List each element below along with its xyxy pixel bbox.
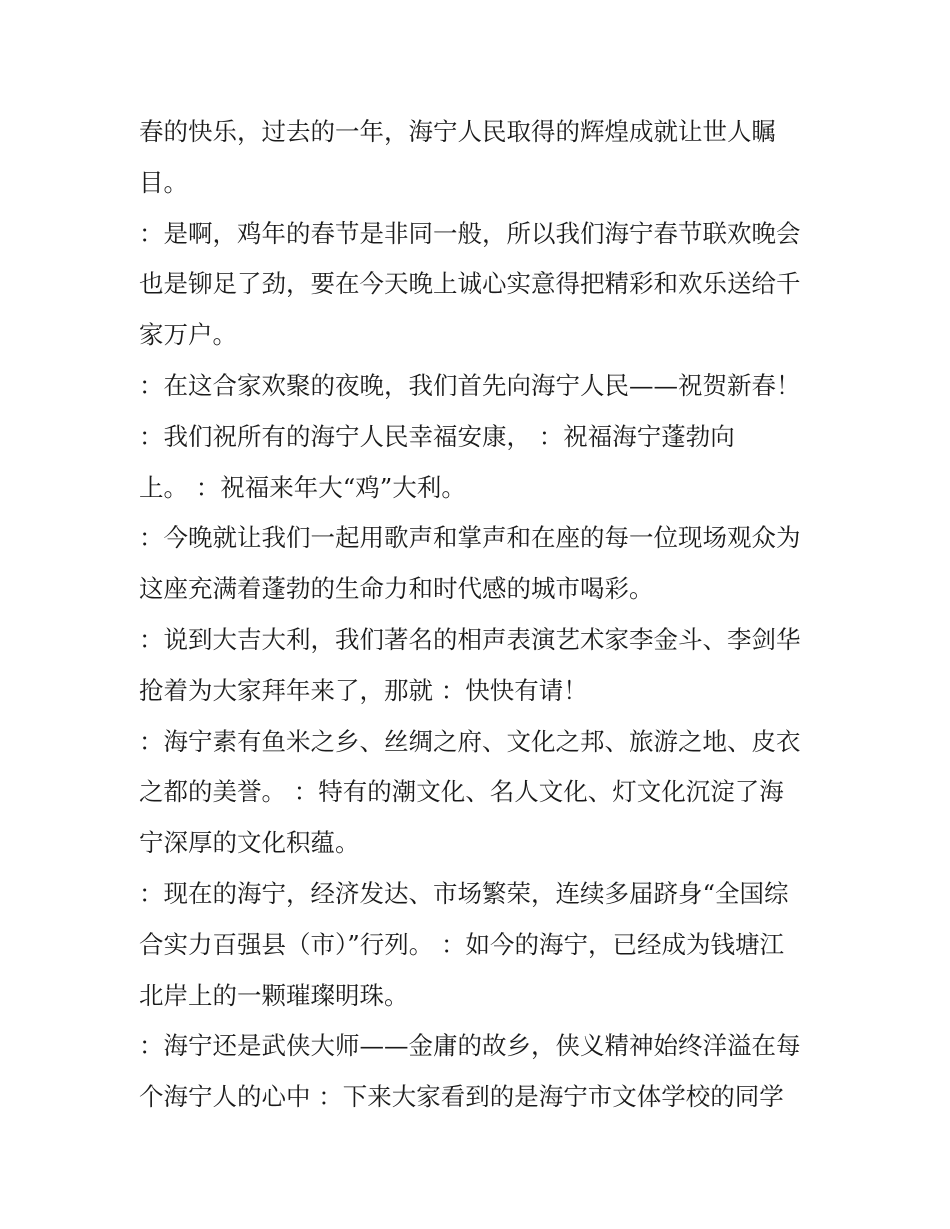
text-line: 合实力百强县（市）”行列。 ：如今的海宁，已经成为钱塘江	[139, 929, 785, 959]
text-line: 宁深厚的文化积蕴。	[139, 828, 360, 858]
text-line: 上。 ：祝福来年大“鸡”大利。	[139, 472, 466, 502]
text-line: ：我们祝所有的海宁人民幸福安康， ：祝福海宁蓬勃向	[139, 421, 735, 451]
text-line: 春的快乐，过去的一年，海宁人民取得的辉煌成就让世人瞩	[139, 117, 776, 146]
text-line: ：现在的海宁，经济发达、市场繁荣，连续多届跻身“全国综	[139, 878, 789, 908]
text-line: 北岸上的一颗璀璨明珠。	[139, 980, 409, 1010]
document-body	[139, 107, 819, 1123]
text-line: 抢着为大家拜年来了，那就 ：快快有请！	[139, 675, 588, 705]
text-line: 个海宁人的心中 ：下来大家看到的是海宁市文体学校的同学	[139, 1082, 784, 1112]
text-line: ：在这合家欢聚的夜晚，我们首先向海宁人民——祝贺新春！	[139, 370, 801, 400]
text-line: 这座充满着蓬勃的生命力和时代感的城市喝彩。	[139, 574, 654, 604]
text-line: ：海宁素有鱼米之乡、丝绸之府、文化之邦、旅游之地、皮衣	[139, 726, 801, 756]
text-line: ：今晚就让我们一起用歌声和掌声和在座的每一位现场观众为	[139, 523, 801, 553]
text-line: 目。	[139, 167, 188, 197]
text-line: ：说到大吉大利，我们著名的相声表演艺术家李金斗、李剑华	[139, 624, 801, 654]
text-line: 家万户。	[139, 320, 237, 350]
text-line: 之都的美誉。 ：特有的潮文化、名人文化、灯文化沉淀了海	[139, 777, 784, 807]
text-line: 也是铆足了劲，要在今天晚上诚心实意得把精彩和欢乐送给千	[139, 269, 801, 299]
text-line: ：是啊，鸡年的春节是非同一般，所以我们海宁春节联欢晚会	[139, 218, 801, 248]
text-line: ：海宁还是武侠大师——金庸的故乡，侠义精神始终洋溢在每	[139, 1031, 801, 1061]
